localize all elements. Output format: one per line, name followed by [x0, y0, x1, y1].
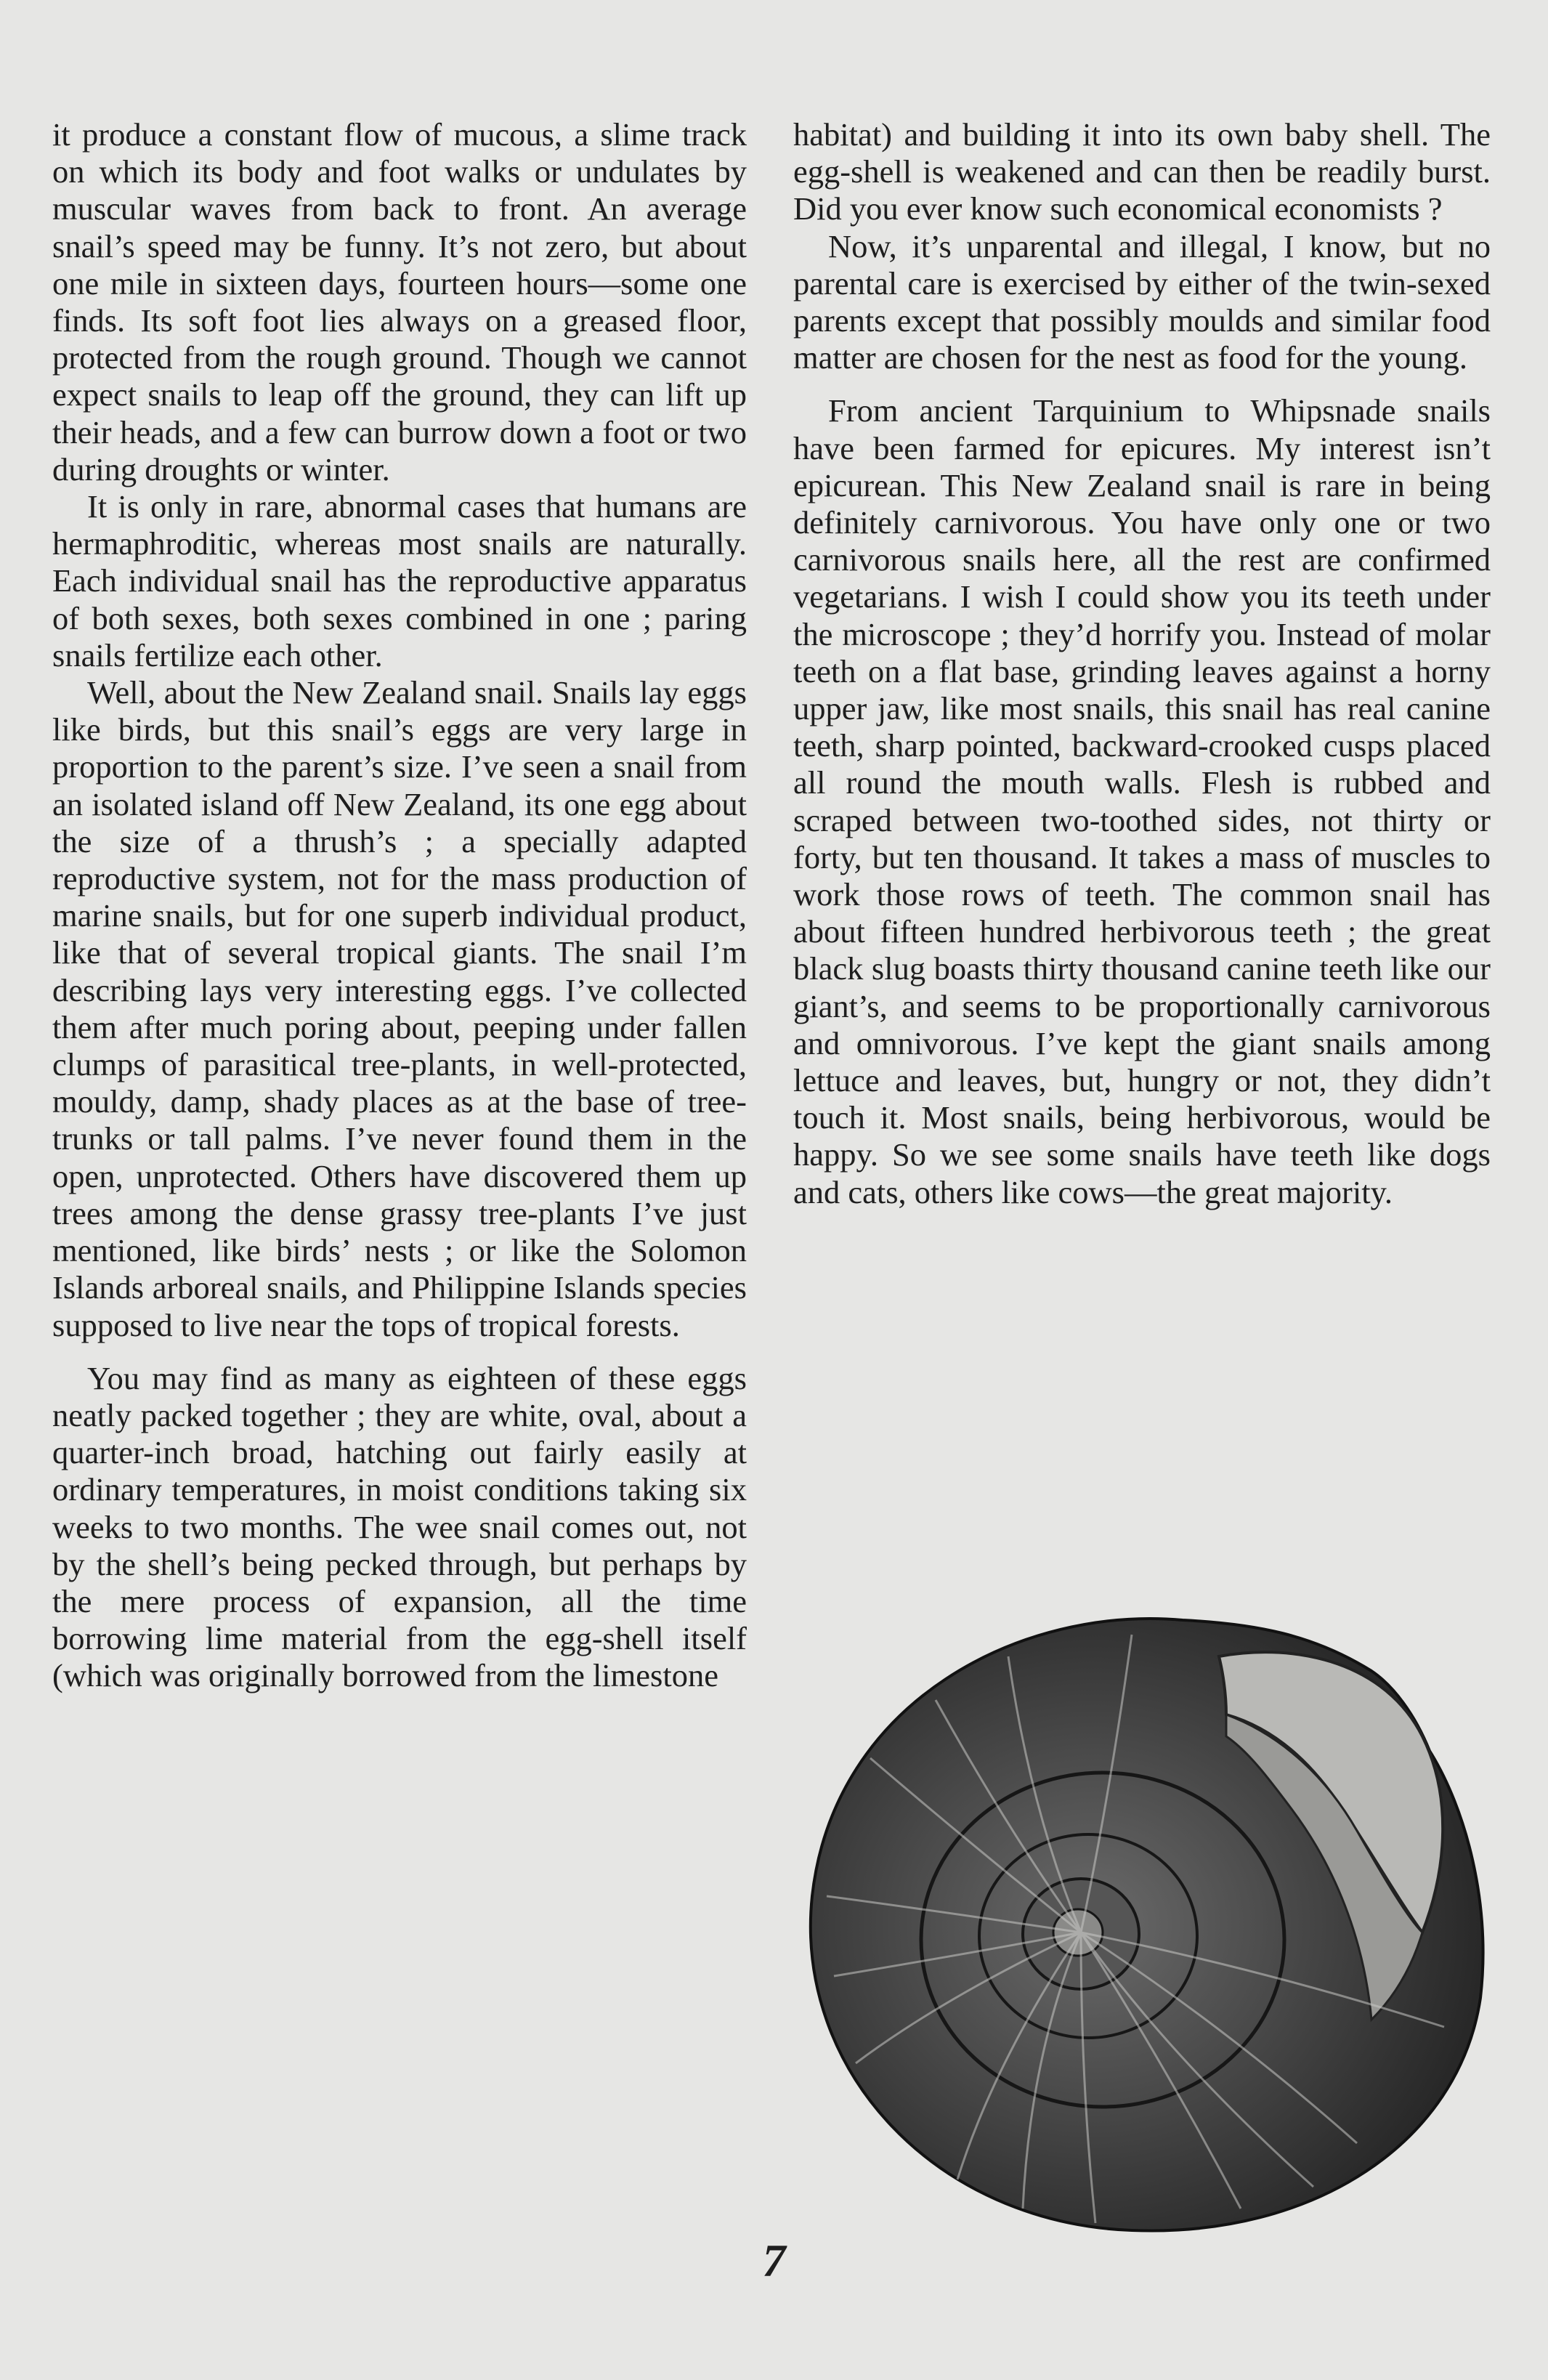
page-number: 7	[762, 2235, 786, 2286]
paragraph: habitat) and building it into its own baby shell. The egg-shell is weakened and can then be readily burst. Did you ever know such economical economists ?	[793, 116, 1491, 227]
right-column	[793, 116, 1491, 1211]
paragraph: Well, about the New Zealand snail. Snails lay eggs like birds, but this snail’s eggs are very large in proportion to the parent’s size. I’ve seen a snail from an isolated island off New Zealand, its one egg about the size of a thrush’s ; a specially adapted reproductive system, not for the mass production of marine snails, but for one superb individual product, like that of several tropical giants. The snail I’m describing lays very interesting eggs. I’ve collected them after much poring about, peeping under fallen clumps of parasitical tree-plants, in well-protected, mouldy, damp, shady places as at the base of tree-trunks or tall palms. I’ve never found them in the open, unprotected. Others have discovered them up trees among the dense grassy tree-plants I’ve just mentioned, like birds’ nests ; or like the Solomon Islands arboreal snails, and Philippine Islands species supposed to live near the tops of tropical forests.	[52, 674, 747, 1343]
paragraph: From ancient Tarquinium to Whipsnade snails have been farmed for epicures. My interest isn’t epicurean. This New Zealand snail is rare in being definitely carnivorous. You have only one or two carnivorous snails here, all the rest are confirmed vegetarians. I wish I could show you its teeth under the microscope ; they’d horrify you. Instead of molar teeth on a flat base, grinding leaves against a horny upper jaw, like most snails, this snail has real canine teeth, sharp pointed, backward-crooked cusps placed all round the mouth walls. Flesh is rubbed and scraped between two-toothed sides, not thirty or forty, but ten thousand. It takes a mass of muscles to work those rows of teeth. The common snail has about fifteen hundred herbivorous teeth ; the great black slug boasts thirty thousand canine teeth like our giant’s, and seems to be proportionally carnivorous and omnivorous. I’ve kept the giant snails among lettuce and leaves, but, hungry or not, they didn’t touch it. Most snails, being herbivorous, would be happy. So we see some snails have teeth like dogs and cats, others like cows—the great majority.	[793, 392, 1491, 1210]
paragraph: It is only in rare, abnormal cases that humans are hermaphroditic, whereas most snails are naturally. Each individual snail has the reproductive apparatus of both sexes, both sexes combined in one ; paring snails fertilize each other.	[52, 488, 747, 673]
paragraph: Now, it’s unparental and illegal, I know, but no parental care is exercised by either of the twin-sexed parents except that possibly moulds and similar food matter are chosen for the nest as food for the young.	[793, 227, 1491, 376]
left-column	[52, 116, 747, 1695]
snail-shell-icon	[790, 1591, 1488, 2245]
paragraph: You may find as many as eighteen of these eggs neatly packed together ; they are white, oval, about a quarter-inch broad, hatching out fairly easily at ordinary temperatures, in moist conditions taking six weeks to two months. The wee snail comes out, not by the shell’s being pecked through, but perhaps by the mere process of expansion, all the time borrowing lime material from the egg-shell itself (which was originally borrowed from the limestone	[52, 1359, 747, 1694]
paragraph: it produce a constant flow of mucous, a slime track on which its body and foot walks or undulates by muscular waves from back to front. An average snail’s speed may be funny. It’s not zero, but about one mile in sixteen days, fourteen hours—some one finds. Its soft foot lies always on a greased floor, protected from the rough ground. Though we cannot expect snails to leap off the ground, they can lift up their heads, and a few can burrow down a foot or two during droughts or winter.	[52, 116, 747, 487]
